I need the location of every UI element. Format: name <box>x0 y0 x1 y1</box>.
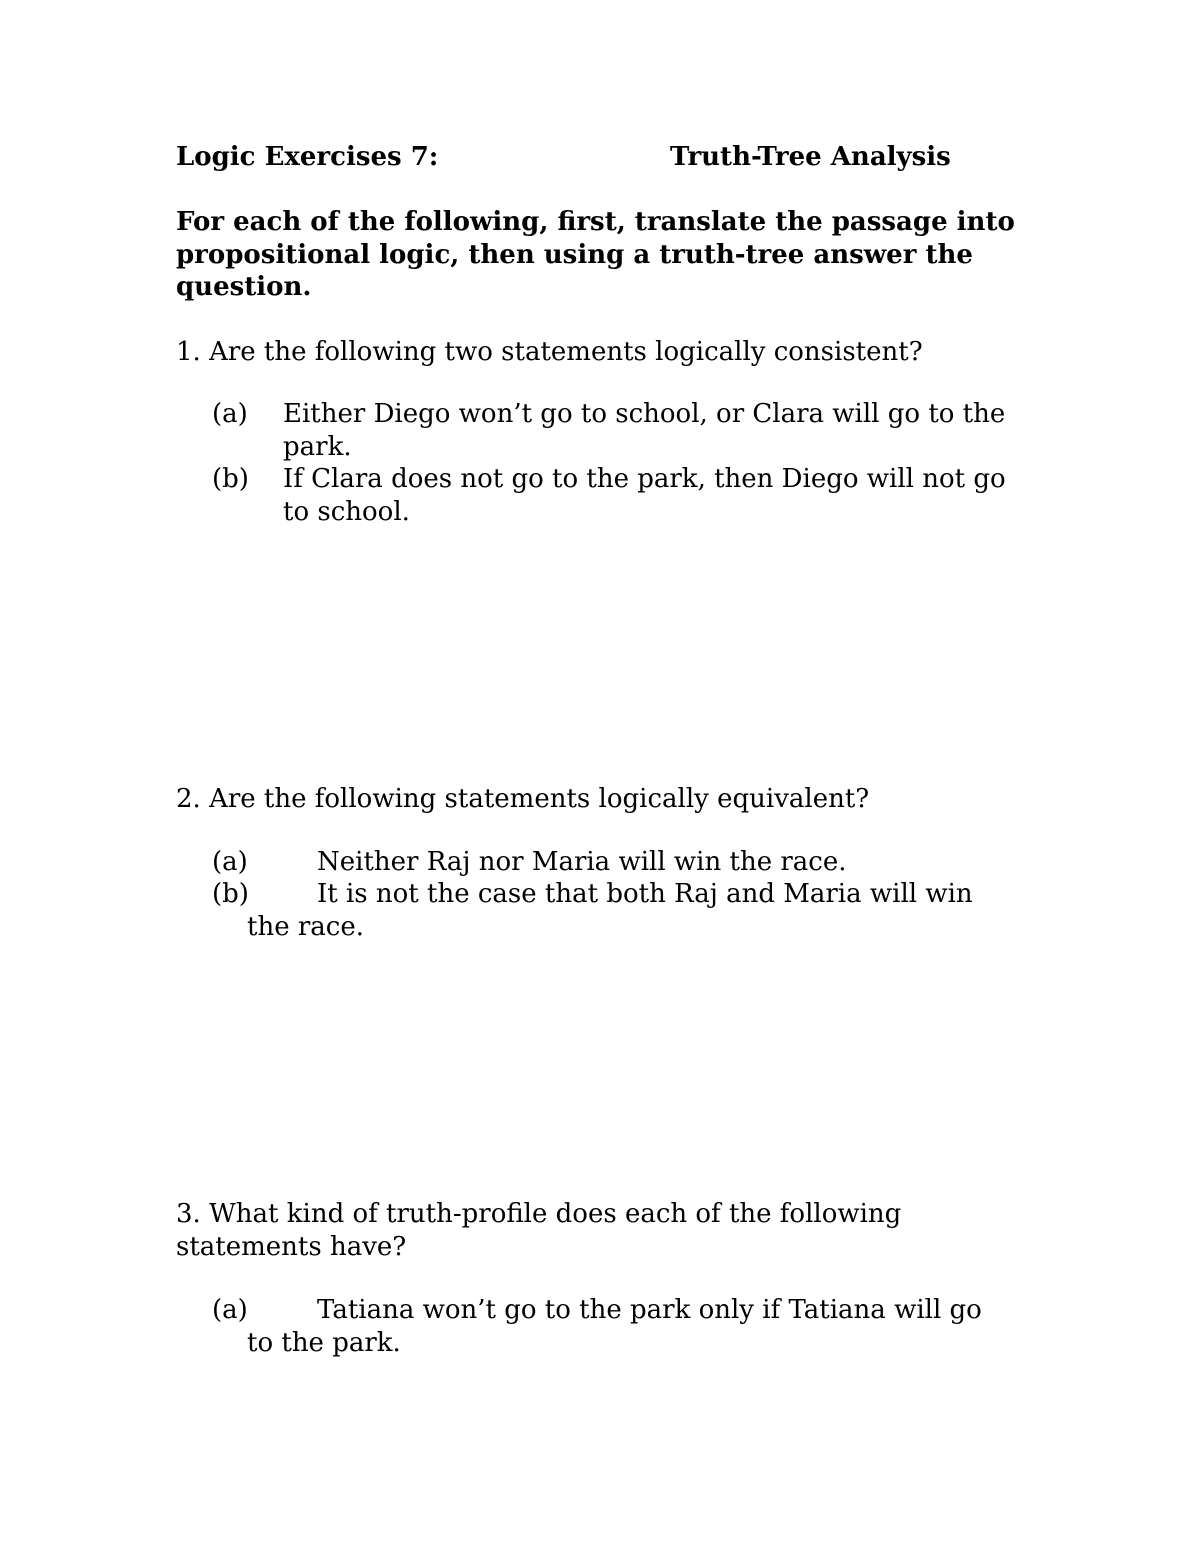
question-3-prompt: 3. What kind of truth-profile does each of the following statements have? <box>176 1199 902 1262</box>
question-2-item-b <box>212 878 1022 943</box>
item-label: (b) <box>212 464 249 494</box>
question-1-item-a <box>212 398 1022 463</box>
item-text: Tatiana won’t go to the park only if Tatiana will go <box>317 1295 982 1325</box>
instructions: For each of the following, first, translate the passage into propositional logic, then using a truth-tree answer the question. <box>176 207 1015 302</box>
item-text: Either Diego won’t go to school, or Clara will go to the park. <box>283 399 1006 462</box>
item-text: Neither Raj nor Maria will win the race. <box>317 847 847 877</box>
question-1-item-b <box>212 463 1022 528</box>
document-title: Logic Exercises 7: <box>176 142 439 172</box>
item-label: (a) <box>212 1295 248 1325</box>
question-1-prompt: 1. Are the following two statements logically consistent? <box>176 337 923 367</box>
item-text-continuation: to the park. <box>247 1327 401 1358</box>
question-3-item-a <box>212 1294 1022 1359</box>
question-2-item-a <box>212 846 1022 879</box>
question-2-prompt: 2. Are the following statements logically equivalent? <box>176 784 870 814</box>
document-subtitle: Truth-Tree Analysis <box>670 142 951 172</box>
item-text-continuation: the race. <box>247 911 364 942</box>
item-label: (b) <box>212 879 249 909</box>
item-label: (a) <box>212 847 248 877</box>
item-label: (a) <box>212 399 248 429</box>
item-text: If Clara does not go to the park, then Diego will not go to school. <box>283 464 1006 527</box>
item-text: It is not the case that both Raj and Maria will win <box>317 879 973 909</box>
